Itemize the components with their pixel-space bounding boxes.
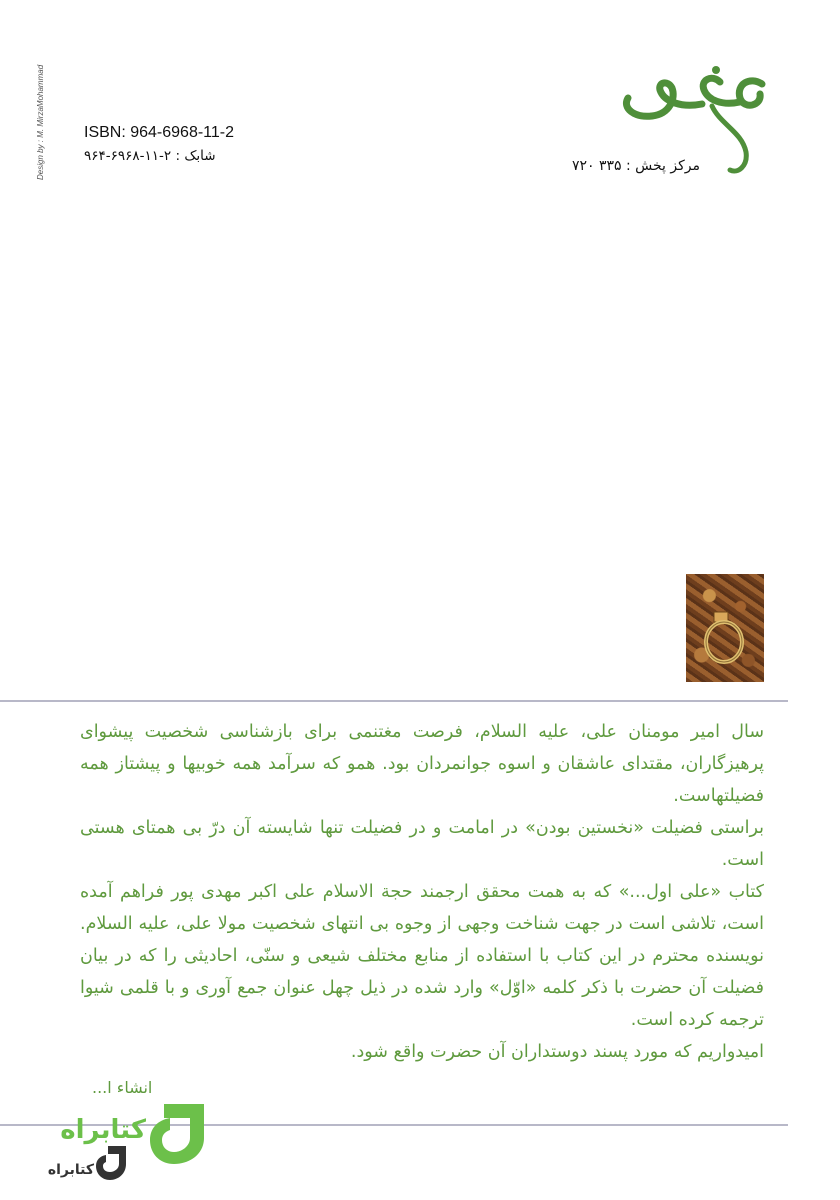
blurb-paragraph-2: براستی فضیلت «نخستین بودن» در امامت و در فضیلت تنها شایسته آن درّ بی همتای هستی است. [80, 818, 764, 870]
closing-phrase: انشاء ا... [92, 1078, 153, 1097]
watermark-text-large: کتابراه [60, 1115, 146, 1145]
ketabrah-logo [44, 1094, 214, 1184]
blurb-paragraph-4: امیدواریم که مورد پسند دوستداران آن حضرت واقع شود. [350, 1042, 764, 1062]
isbn-latin: ISBN: 964-6968-11-2 [84, 124, 235, 141]
designer-credit: Design by : M. MirzaMohammad [36, 64, 45, 180]
door-knocker-image [686, 574, 764, 682]
blurb-paragraph-3: کتاب «علی اول...» که به همت محقق ارجمند حجة الاسلام علی اکبر مهدی پور فراهم آمده است، تلاشی است در جهت شناخت وجهی از وجوه بی انتهای شخصیت مولا علی، علیه السلام. نویسنده محترم در این کتاب با استفاده از منابع مختلف شیعی و سنّی، احادیثی را که در بیان فضیلت آن حضرت با ذکر کلمه «اوّل» وارد شده در ذیل چهل عنوان جمع آوری و با قلمی شیوا ترجمه کرده است. [80, 882, 764, 1030]
blurb-paragraph-1: سال امیر مومنان علی، علیه السلام، فرصت مغتنمی برای بازشناسی شخصیت پیشوای پرهیزگاران، مقتدای عاشقان و اسوه جوانمردان بود. همو که سرآمد همه خوبیها و پیشتاز همه فضیلتهاست. [80, 722, 764, 806]
logo-text: موعود [612, 47, 654, 66]
divider-top [0, 700, 788, 702]
isbn-block [84, 124, 234, 164]
back-cover-blurb [80, 716, 764, 1068]
watermark-text-small: کتابراه [47, 1162, 94, 1178]
distribution-number: مرکز پخش : ۳۳۵ ۷۲۰ [571, 158, 700, 174]
isbn-persian: شابک : ۲-۱۱-۶۹۶۸-۹۶۴ [84, 148, 216, 164]
